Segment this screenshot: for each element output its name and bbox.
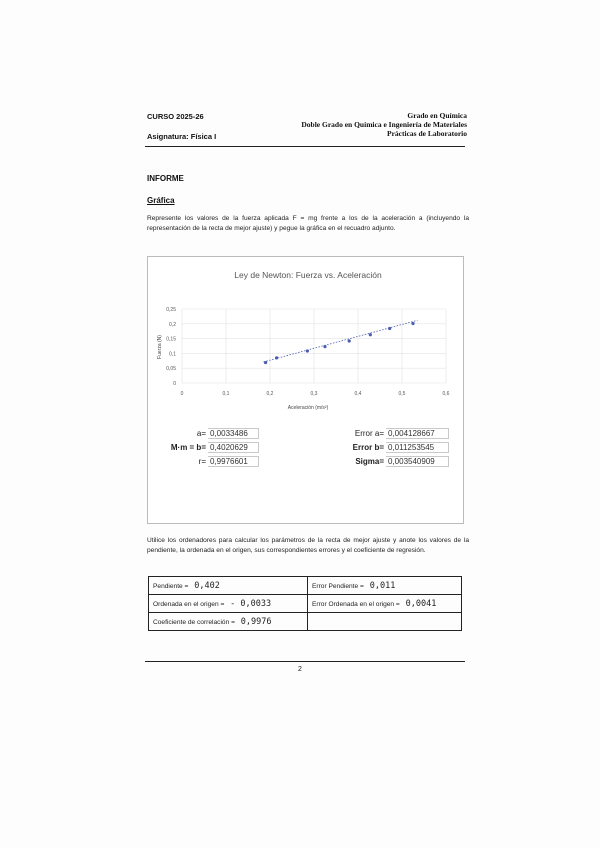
chart-svg (148, 257, 463, 523)
r-label: r= (198, 457, 206, 466)
data-point (388, 327, 391, 330)
b-value: 0,4020629 (208, 442, 259, 453)
intercept-error-label: Error Ordenada en el origen = (312, 600, 400, 608)
table-row (149, 595, 462, 613)
y-tick-label: 0,15 (166, 336, 176, 343)
x-tick-label: 0,4 (354, 391, 362, 397)
double-degree-label: Doble Grado en Química e Ingeniería de Materiales (301, 120, 467, 129)
data-point (411, 322, 414, 325)
slope-cell (149, 577, 308, 595)
course-label: CURSO 2025-26 (147, 112, 204, 121)
section-graph-title: Gráfica (147, 196, 175, 205)
intercept-cell (149, 595, 308, 613)
a-value: 0,0033486 (208, 428, 259, 439)
error-b-value: 0,011253545 (386, 442, 449, 453)
data-point (264, 361, 267, 364)
empty-cell (308, 613, 462, 631)
instructions-paragraph: Represente los valores de la fuerza aplicada F = mg frente a los de la aceleración a (incluyendo la representación de la recta de mejor ajuste) y pegue la gráfica en el recuadro adjunto. (147, 215, 469, 232)
intercept-error-cell (308, 595, 462, 613)
page-number: 2 (298, 666, 302, 673)
y-tick-label: 0 (173, 381, 176, 387)
error-b-label: Error b= (352, 443, 384, 452)
data-point (369, 333, 372, 336)
correlation-cell (149, 613, 308, 631)
data-point (275, 356, 278, 359)
error-a-label: Error a= (354, 429, 384, 438)
correlation-value: 0,9976 (240, 616, 272, 627)
data-point (306, 349, 309, 352)
chart-frame (147, 256, 464, 524)
intercept-label: Ordenada en el origen = (153, 600, 225, 608)
data-point (348, 339, 351, 342)
slope-error-label: Error Pendiente = (312, 582, 364, 590)
instructions-paragraph-2: Utilice los ordenadores para calcular los parámetros de la recta de mejor ajuste y anote los valores de la pendiente, la ordenada en el origen, sus correspondientes errores y el coeficiente de regresión. (147, 537, 469, 554)
y-axis-label: Fuerza (N) (157, 335, 163, 359)
subject-label: Asignatura: Física I (147, 132, 217, 141)
slope-error-value: 0,011 (369, 580, 396, 591)
table-row (149, 613, 462, 631)
x-tick-label: 0,2 (266, 391, 274, 397)
a-label: a= (196, 429, 206, 438)
data-point (323, 345, 326, 348)
footer-rule (145, 661, 465, 662)
x-tick-label: 0,1 (222, 391, 230, 397)
b-label: M·m = b= (170, 443, 206, 452)
x-tick-label: 0,3 (310, 391, 318, 397)
sigma-value: 0,003540909 (386, 456, 449, 467)
y-tick-label: 0,1 (169, 351, 176, 358)
report-title: INFORME (147, 174, 184, 183)
practices-label: Prácticas de Laboratorio (387, 129, 467, 138)
r-value: 0,9976601 (208, 456, 259, 467)
correlation-label: Coeficiente de correlación = (153, 618, 235, 626)
intercept-value: - 0,0033 (230, 598, 272, 609)
trendline (263, 320, 417, 362)
x-tick-label: 0,5 (398, 391, 406, 397)
x-tick-label: 0 (180, 391, 184, 397)
x-tick-label: 0,6 (442, 391, 450, 397)
sigma-label: Sigma= (355, 457, 384, 466)
chart-title: Ley de Newton: Fuerza vs. Aceleración (234, 270, 382, 280)
table-row (149, 577, 462, 595)
error-a-value: 0,004128667 (386, 428, 449, 439)
y-tick-label: 0,05 (166, 366, 176, 373)
slope-value: 0,402 (194, 580, 220, 591)
y-tick-label: 0,25 (166, 307, 176, 313)
degree-label: Grado en Química (407, 111, 467, 120)
slope-error-cell (308, 577, 462, 595)
results-table (148, 576, 462, 631)
intercept-error-value: 0,0041 (405, 598, 437, 609)
y-tick-label: 0,2 (169, 321, 176, 328)
header-rule (145, 146, 465, 147)
slope-label: Pendiente = (153, 582, 189, 590)
x-axis-label: Aceleración (m/s²) (287, 405, 329, 411)
